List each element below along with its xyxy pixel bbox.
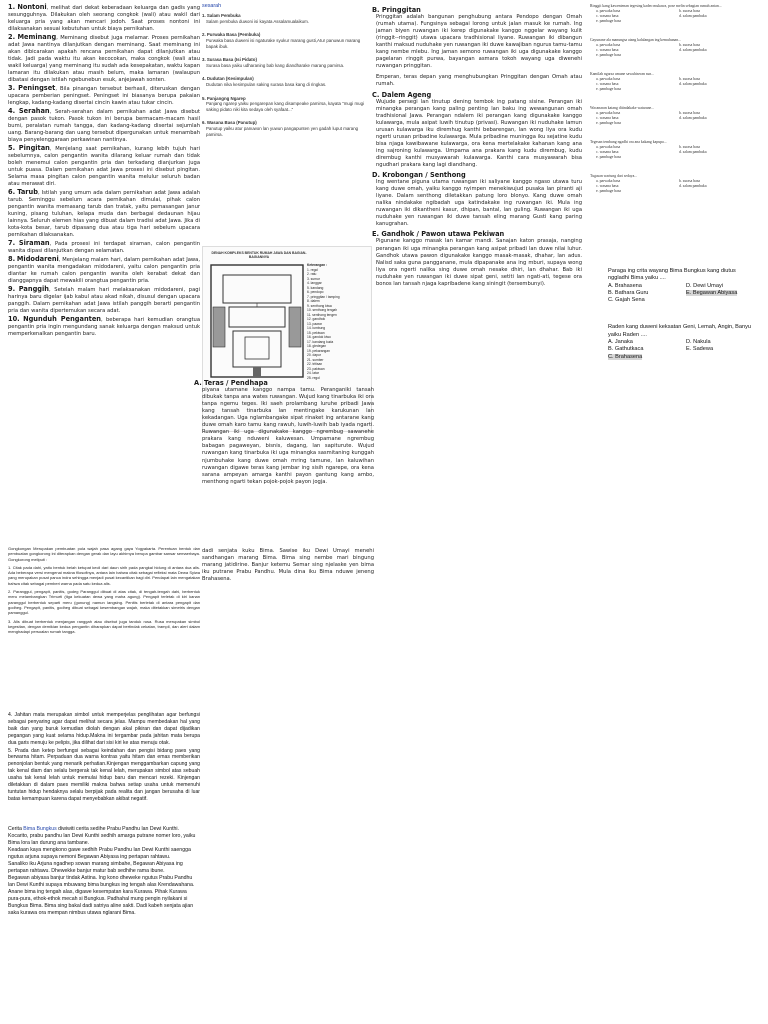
exam-option: e. pambage basa	[596, 121, 621, 125]
step-text: Pada prosesi ini terdapat siraman, calon pengantin wanita dipasi dilanjutkan dengan selamatan.	[8, 241, 200, 255]
wedding-step: 4. Serahan, Serah-serahan dalam pernikahan adat Jawa disebut dengan pasok tukon. Pasok tukon ini berupa bermacam-macam hasil bumi, peralatan rumah tangga, dan kadang-kadang disertai sejumlah uang. Barang-barang dan uang tersebut dipergunakan untuk menambah biaya penyelenggaraan perkawinan nantinya.	[8, 107, 200, 144]
story-paragraph: Anane bima ing tengah alas, digawe kesempatan kara Kurawa. Pihak Kurawa pura-pura, ethok-ethok mecah si Bungkus. Padhahal mung pengin nyilakani si Bungkus Bima. Bima sing bakal dadi satriya aline sakti. Dadi kabeh senjata ajian saka kurawa ora mempan nimbus utawa nglarani Bima.	[8, 889, 194, 916]
exam-option: c. wasana basa	[596, 48, 619, 52]
step-title: Peningset	[18, 84, 56, 93]
step-title: Panggih	[18, 285, 49, 294]
teras-text: piyana utamane kanggo nampa tamu. Peranganiki tansah dibukak tanpa ana wates ruwangan. Wujud kang tinarbuka iki ora tanpa ngemu teges. Iki saeh prolambang luruhe pribadi Jawa kang tansah tinarbuka lan mentingake karukunan lan kekadangan. Uga nglambangake sipat rinaket ing antarane kang duwe omah karo tamu kang rawuh, luwih-luwih bab iyada ngarti. Ruwangan iki uga digunakake kanggo ngrembug sawanehe prakara kang nduweni kaluwesan. Umpamane ngrembug babagan pagaweyan, bisnis, dagang, lan sapiturute. Wujud ruwangan kang tinarbuka iki uga minangka sasmitaning kunggah njumbuhake kang duwe omah mring tamune, lan kaluwihan ruwangan digawe teras kang jembar ing sisih ngarepe, ora kena sarana ampeyan amarga kanthi payon gantung kang ambo, menthong ngarti tekan pojok-pojok payon jogja.	[202, 387, 374, 485]
legend-item: 23. pakiwan	[307, 366, 325, 371]
house-part-section	[372, 6, 582, 89]
exam-question: Wacanaran katang ditindakake watarane... a. parwaka basa b. surasa basa c. wasana basa d. salam pambuka e. pambage basa	[590, 106, 762, 126]
exam-option: e. pambage basa	[596, 53, 621, 57]
bima-continuation-text: dadi senjata kuku Bima. Sawise iku Dewi Umayi menehi sandhangan marang Bima. Bima sing nembe mari bingung marang jatidirine. Banjur ketemu Semar sing njelaske yen bima iku putrane Prabu Pandhu. Mula dina iku Bima nduwe jeneng Brahasena.	[202, 548, 374, 582]
step-text: Setelah malam hari melaksanakan midodareni, pagi harinya baru digelar ijab kabul atau akad nikah, disusul dengan upacara panggih. Dalam pernikahan adat Jawa istilah panggih berarti pengantin pria dan wanita dipertemukan secara adat.	[8, 287, 200, 315]
legend-item: 3. sumur	[307, 276, 320, 281]
exam-option: b. surasa basa	[679, 43, 700, 47]
story-title-link[interactable]: Bima Bungkus	[23, 826, 57, 832]
step-title: Tarub	[17, 188, 38, 197]
house-part-title: D. Krobongan / Senthong	[372, 171, 466, 180]
paes-paragraph: 5. Prada dan ketep berfungsi sebagai keindahan dan pengisi bidang paes yang berwarna hitam. Perpaduan dua warna kontras yaitu hitam dan emas memberikan penonjolan bentuk yang menarik perhatian.Kinjengan menggambarkan capung yang tak kenal diam dan selalu bergerak tak kenal lelah, merupakan simbol atas sebuah usaha tak kenal lelah untuk memulai hidup baru dan mencari rezeki. Kinjengan diletakkan di dalam paes memiliki makna bahwa setiap usaha untuk memenuhi tuntutan hidup hendaknya selalu berpijak pada realita dan jangan berusaha di luar batas kemampuan karena dapat menyebabkan akibat negatif.	[8, 747, 200, 802]
exam-question: Gayunane ala manungsa atang kalalangan ing kemuhunan... a. parwaka basa b. surasa basa c. wasana basa d. salam pambuka e. pambage basa	[590, 38, 762, 58]
sesarah-item	[202, 120, 370, 137]
diagram-legend	[307, 263, 369, 380]
mcq-option[interactable]: C. Brahasena	[608, 353, 643, 360]
exam-option: d. salam pambuka	[679, 14, 707, 18]
wedding-step: 6. Tarub, Istilah yang umum ada dalam pernikahan adat Jawa adalah tarub. Seminggu sebelum acara pernikahan dimulai, pihak calon pengantin wanita memasang tarub dan tratak, yaitu pemasangan janur kuning, pisang tuluhan, kelapa muda dan berbagai dedaunan hijau lainnya. Seluruh elemen hias yang dibuat dalam tradisi adat Jawa. Jika di kota-kota besar, tarub dipasang dua atau tiga hari sebelum upacara pernikahan dilaksanakan.	[8, 188, 200, 239]
sesarah-item-text: Salam pembuka duwoni isi kayata Assalamualaikum.	[206, 18, 309, 24]
legend-item: 4. langgar	[307, 281, 322, 285]
legend-item: 16. gandok kiwo	[307, 335, 331, 339]
house-part-text: Pringgitan adalah bangunan penghubung antara Pendopo dengan Omah (rumah utama). Fungsinya sebagai lorong untuk jalan masuk ke rumah. Ing jaman biyen ruwangan iki kerep digunakake kanggo nggelar wayang kulit (ringgit--ringgit) utawa upacara tradhisional liyane. Ruwangan iki dibangun kanthi maksud nuduhake yen ruwangan iki duwe kawajiban ngurus tamu-tamu kang nembe mlebu. Ing jaman semono ruwangan iki uga digunakake kanggo pagelaran ringgit purwa, bayangan asmara tokoh wayang uga diwenehi ruwangan pringgitan.	[376, 14, 582, 70]
step-number: 1.	[8, 3, 16, 11]
mcq-option[interactable]: E. Sadewa	[686, 346, 714, 353]
sesarah-item	[202, 13, 370, 24]
floor-plan-drawing	[207, 263, 307, 383]
bima-continuation	[202, 548, 374, 598]
step-title: Serahan	[18, 107, 50, 116]
mcq-question	[608, 268, 758, 304]
sesarah-item-text: Purwaka basa duweni isi ngaturake syukur marang gusti,Atur panuwun marang bapak ibuk.	[206, 38, 361, 49]
wedding-step: 1. Nontoni, melihat dari dekat keberadaan keluarga dan gadis yang sesungguhnya. Dilakukan oleh seorang congkok (wali) atau wakil dari keluarga pria yang akan mencari jodoh. Saat proses nontoni ini dilaksanakan sesuai kebutuhan untuk biaya pernikahan.	[8, 3, 200, 33]
exam-option: a. parwaka basa	[596, 77, 621, 81]
legend-item: 8. dalem	[307, 299, 320, 303]
exam-paper-scan	[590, 4, 762, 268]
step-text: melihat dari dekat keberadaan keluarga dan gadis yang sesungguhnya. Dilakukan oleh seorang congkok (wali) atau wakil dari keluarga pria yang akan mencari jodoh. Saat proses nontoni ini dilaksanakan sesuai kebutuhan untuk biaya pernikahan.	[8, 5, 200, 33]
exam-option: c. wasana basa	[596, 184, 619, 188]
legend-item: 18. gledegan	[307, 344, 327, 348]
sesarah-header: sesarah	[202, 3, 222, 9]
sesarah-item-title: 5. Panjangng Ngarep	[202, 95, 246, 101]
bima-bungkus-story	[8, 826, 200, 917]
story-paragraph: Sanaliko iku Arjuna ngadhep sowan marang simbahe, Begawan Abiyasa ing pertapan rahtawu. Dhewekke banjur matur bab sedhihe rama ibune.	[8, 861, 183, 874]
exam-option: d. salam pambuka	[679, 48, 707, 52]
exam-option: e. pambage basa	[596, 87, 621, 91]
mcq-question-text: Raden kang duweni keksatan Geni, Lemah, Angin, Banyu yaiku Raden ....	[608, 324, 752, 338]
house-part-text: Pigunane kanggo masak lan kamar mandi. Sanajan katon prasaja, nanging perangan iki uga minangka perangan kang asipat pribadi lan duwe nilai luhur. Gandhok utawa pawon digunakake kanggo masak-masak, dhahar, lan adus. Nalisd saka guna pangganane, mula dipapanake ana ing mburi, supaya wong liya ora ngerti nalika sing duwe omah nesake dhiri, lan dhahar. Bab iki nuduhake yen ruwangan iki duwe sipat geni, setiti lan ngati-ati, tegese ora bonos lan tansah njaga kapribadene kang siningit (tersembunyi).	[376, 238, 582, 287]
step-title: Pingitan	[18, 144, 50, 153]
step-title: Nontoni	[17, 3, 47, 11]
mcq-option[interactable]: B. Gathutkaca	[608, 346, 644, 353]
exam-option: b. surasa basa	[679, 111, 700, 115]
sesarah-item-text: Dudutan nika kesimpulan saking surasa basa kang di ringkas.	[206, 82, 327, 88]
exam-option: d. salam pambuka	[679, 116, 707, 120]
step-number: 10.	[8, 315, 20, 324]
step-number: 9.	[8, 285, 16, 294]
legend-item: 15. pekiwan	[307, 330, 325, 335]
wedding-step: 9. Panggih, Setelah malam hari melaksanakan midodareni, pagi harinya baru digelar ijab kabul atau akad nikah, disusul dengan upacara panggih. Dalam pernikahan adat Jawa istilah panggih berarti pengantin pria dan wanita dipertemukan secara adat.	[8, 285, 200, 315]
legend-item: 1. regol	[307, 267, 318, 272]
legend-item: 7. pringgitan / tamping	[307, 294, 340, 299]
multiple-choice-questions	[608, 268, 758, 381]
sesarah-item-title: 4. Dudutan (Kesimpulan)	[202, 76, 254, 82]
mcq-question	[608, 324, 758, 360]
step-text: Bila pinangan tersebut berhasil, diteruskan dengan upacara pemberian peningset. Peningset ini biasanya berupa pakaian lengkap, kadang-kadang disertai cincin kawin atau tukar cincin.	[8, 86, 200, 107]
exam-option: a. parwaka basa	[596, 111, 621, 115]
house-part-text: Ing wentane piguna utama ruwangan iki saliyane kanggo ngaso utawa turu kang duwe omah, yaiku kanggo nyimpen menekiwujud pusaka lan piranti aji liyane. Dalam senthong diletakkan patung loro blonyo. Kang duwe omah nalika nindakake ngibadah uga katindakake ing ruwangan iki. Mula ing ruwangan iki dikantheni kasur, dhipan, bantal, lan guling. Ruwangan iki uga nuduhake yen ruwangan iki duwe tansah eling marang Gusti kang paring kanugrahan.	[376, 179, 582, 228]
step-number: 6.	[8, 188, 16, 197]
house-part-section	[372, 90, 582, 170]
mcq-option[interactable]: B. Bathara Guru	[608, 289, 649, 296]
mcq-option[interactable]: E. Begawan Abiyasa	[686, 289, 738, 296]
legend-item: 6. pendopo	[307, 290, 324, 294]
sesarah-item-title: 6. Wasana Basa (Panutup)	[202, 120, 257, 126]
step-text: Menjelang saat pernikahan, kurang lebih tujuh hari sebelumnya, calon pengantin wanita dilarang keluar rumah dan tidak boleh menemui calon pengantin pria dan terkadang dianjurkan juga untuk puasa. Dalam pernikahan adat Jawa prosesi ini disebut pingitan. Selama masa pingitan calon pengantin wanita melulur seluruh badan atau merawat diri.	[8, 146, 200, 188]
legend-item: 22. tritisan	[307, 362, 323, 366]
step-text: beberapa hari kemudian orangtua pengantin pria ingin mengundang sanak keluarga dengan maksud untuk memperkenalkan pengantin baru.	[8, 317, 201, 338]
legend-item: 25. regol	[307, 375, 320, 380]
exam-option: a. parwaka basa	[596, 9, 621, 13]
mcq-option[interactable]: A. Janaka	[608, 339, 633, 346]
mcq-question-text: Paraga ing crita wayang Bima Bungkus kang diutus nggladhi Bima yaiku ....	[608, 268, 736, 282]
exam-option: e. pambage basa	[596, 189, 621, 193]
exam-question: Tugasan wariung dari sedaya... a. parwaka basa b. surasa basa c. wasana basa d. salam pambuka e. pambage basa	[590, 174, 762, 194]
mcq-option[interactable]: D. Nakula	[686, 339, 711, 346]
house-part-title: E. Gandhok / Pawon utawa Pekiwan	[372, 230, 505, 239]
exam-option: b. surasa basa	[679, 9, 700, 13]
legend-item: 13. pawon	[307, 321, 323, 326]
wedding-step: 10. Ngunduh Penganten, beberapa hari kemudian orangtua pengantin pria ingin mengundang sanak keluarga dengan maksud untuk memperkenalkan pengantin baru.	[8, 315, 201, 338]
exam-option: a. parwaka basa	[596, 179, 621, 183]
mcq-option[interactable]: D. Dewi Umayi	[686, 282, 723, 289]
story-paragraph: Begawan abiyasa banjur tindak Astina. Ing kono dheweke ngutus Prabu Pandhu lan Dewi Kunthi supaya mbuwang bima bungkus ing tengah alas Krendawahana.	[8, 875, 195, 888]
exam-option: e. pambage basa	[596, 19, 621, 23]
sesarah-item	[202, 32, 370, 49]
step-text: Istilah yang umum ada dalam pernikahan adat Jawa adalah tarub. Seminggu sebelum acara pernikahan dimulai, pihak calon pengantin wanita memasang tarub dan tratak, yaitu pemasangan janur kuning, pisang tuluhan, kelapa muda dan berbagai dedaunan hijau lainnya. Seluruh elemen hias yang dibuat dalam tradisi adat Jawa. Jika di kota-kota besar, tarub dipasang dua atau tiga hari sebelum upacara pernikahan dilaksanakan.	[8, 190, 200, 239]
legend-item: 17. kandang kuda	[307, 339, 334, 344]
house-parts-notes	[372, 4, 582, 424]
step-number: 5.	[8, 144, 16, 153]
wedding-step: 7. Siraman, Pada prosesi ini terdapat siraman, calon pengantin wanita dipasi dilanjutkan dengan selamatan.	[8, 239, 200, 255]
paes-explanation	[8, 712, 200, 804]
sesarah-item	[202, 96, 370, 113]
wedding-step: 8. Midodareni, Menjelang malam hari, dalam pernikahan adat Jawa, pengantin wanita mengadakan midodareni, yaitu calon pengantin pria diantar ke rumah calon pengantin wanita oleh kerabat dekat dan dianggapnya dapat mewakili orangtua pengantin pria.	[8, 255, 200, 285]
exam-option: b. surasa basa	[679, 145, 700, 149]
legend-item: 14. lumbung	[307, 326, 326, 330]
exam-option: a. parwaka basa	[596, 145, 621, 149]
gongkongan-paragraph: 3. Alis dibuat berbentuk menjangan ranggah atau disebut juga tanduk rusa. Rusa merupakan simbol kegesitan, dengan demikian kedua pengantin diharapkan dapat bertindak cekatan, trampil, dan alert dalam menghadapi persoalan rumah tangga.	[8, 618, 200, 635]
sesarah-item	[202, 57, 370, 68]
step-text: Serah-serahan dalam pernikahan adat Jawa disebut dengan pasok tukon. Pasok tukon ini berupa bermacam-macam hasil bumi, peralatan rumah tangga, dan kadang-kadang disertai sejumlah uang. Barang-barang dan uang tersebut dipergunakan untuk menambah biaya penyelenggaraan perkawinan nantinya.	[8, 109, 200, 144]
house-part-title: B. Pringgitan	[372, 6, 421, 14]
house-part-section	[372, 230, 582, 287]
legend-item: 2. ratu	[307, 272, 317, 276]
sesarah-item	[202, 76, 370, 87]
legend-item: 20. dapur	[307, 353, 321, 357]
sesarah-notes	[202, 4, 370, 244]
sesarah-item-text: Surasa basa yaiku udharaning bab kang diandharake marang pamirsa.	[206, 62, 345, 68]
mcq-option[interactable]: C. Gajah Sena	[608, 297, 645, 304]
legend-title: Keterangan :	[307, 263, 328, 267]
exam-question: Kamilah ngarsa umune sawuhiseran sun... a. parwaka basa b. surasa basa c. wasana basa d. salam pambuka e. pambage basa	[590, 72, 762, 92]
sesarah-item-title: 3. Surasa Basa (Isi Pidato)	[202, 57, 257, 63]
exam-question: Ringgit kang kawentenan tegesing kadeo mukawa, pose melin sebagian rumah antan... a. parwaka basa b. surasa basa c. wasana basa d. salam pambuka e. pambage basa	[590, 4, 762, 24]
wedding-step: 2. Meminang, Meminang disebut juga melamar. Proses pernikahan adat Jawa nantinya dilanjutkan dengan meminang. Saat meminang ini akan dibicarakan apakah rencana pernikahan dapat dilanjutkan atau tidak. Jadi pada waktu itu akan kecocokan, maka congkok (wali atau wakil keluarga) yang meminang itu sudah ada kesepakatan, waktu kapan lamaran itu dilakukan atau masih belum, maka lamaran (walaupun dibatasi dengan istilah ngebunebun esuk, anjejawah sonten.	[8, 32, 200, 84]
sesarah-item-text: Panutup yaiku atur panuwon lan yuwun pangapunten yen gadah luput marang pamirsa.	[206, 126, 359, 137]
exam-option: c. wasana basa	[596, 14, 619, 18]
legend-item: 21. sumber	[307, 357, 324, 362]
legend-item: 12. gandhok	[307, 317, 326, 321]
sesarah-item-text: Panjang ngarep yaiku pengarepan kang disampeake pamirsa, kayata "mugi mugi saking pidato niki kita sedaya oleh syafaat..."	[206, 101, 365, 112]
paes-paragraph: 4. Jahitan mata merupakan simbol untuk memperjelas penglihatan agar berfungsi sebagai penyaring agar dapat melihat secara jelas. Mampu membedakan hal yang baik dan yang buruk kemudian diolah dengan akal pikiran dan dapat dijadikan pegangan yang kuat selama hidup.Makna ini tergambar pada jahitan mata berupa dua garis menuju ke pelipis, jika dilihat dari sisi kiri ke atas menuju otak.	[8, 712, 200, 746]
exam-option: b. surasa basa	[679, 179, 700, 183]
gongkongan-notes	[8, 546, 200, 716]
sesarah-item-title: 1. Salam Pembuka	[202, 13, 241, 19]
gongkongan-paragraph: Gongkongan Merupakan pembuatan pola wajah pasa agang gaya Yogyakarta. Perentuan bentuk dan pembuatan gongkorong ini diterapkan dengan gerak dan layu akhirnya berupa gambar sansar semaerbaya. Gongkorong meliputi :	[8, 546, 200, 562]
exam-option: a. parwaka basa	[596, 43, 621, 47]
sesarah-item-title: 2. Purwaka Basa (Pembuka)	[202, 32, 261, 38]
step-number: 2.	[8, 32, 16, 41]
step-number: 3.	[8, 84, 16, 93]
wedding-step: 5. Pingitan, Menjelang saat pernikahan, kurang lebih tujuh hari sebelumnya, calon pengantin wanita dilarang keluar rumah dan tidak boleh menemui calon pengantin pria dan terkadang dianjurkan juga untuk puasa. Dalam pernikahan adat Jawa prosesi ini disebut pingitan. Selama masa pingitan calon pengantin wanita melulur seluruh badan atau merawat diri.	[8, 144, 200, 188]
story-paragraph: Keadaan kaya mengkono gawe sedhih Prabu Pandhu lan Dewi Kunthi saengga ngutus arjuna supaya nemoni Begawan Abiyasa ing pertapan rahtawu.	[8, 847, 191, 860]
exam-option: e. pambage basa	[596, 155, 621, 159]
teras-header: A. Teras / Pendhapa	[194, 379, 268, 387]
step-number: 8.	[8, 255, 16, 264]
legend-item: 11. senthong tengen	[307, 312, 337, 317]
house-part-text: Wujude persegi lan tinutup dening tembok ing patang sisine. Perangan iki minangka perangan kang paling penting lan baku ing wewangunan omah tradhisional Jawa. Perangan ndalem iki perangan kang digunakake kanggo kulawarga, mula asipat luwih tinutup (privasi). Ruwangan iki nuduhake lamun urusan kulawarga iku diremhug kanthi bebarengan, lan wong liya ora kudu ngerti urusan pribadine kulawarga. Mula pribadine muningga iku sejatine kudu bisa njaga kawibawane kulawarga, ora kena mertelakake kahanan kang ana ing sajroning kulawarga. Umpama ana prakara kang kudu dirembug, kudu dirembug kanthi musyawarah kulawarga. Kanthi cara musyawarah bisa ngudhari prakara kang lagi diandhang.	[376, 98, 582, 168]
exam-option: d. salam pambuka	[679, 150, 707, 154]
mcq-option[interactable]: A. Brahasena	[608, 282, 642, 289]
step-text: Menjelang malam hari, dalam pernikahan adat Jawa, pengantin wanita mengadakan midodareni, yaitu calon pengantin pria diantar ke rumah calon pengantin wanita oleh kerabat dekat dan dianggapnya dapat mewakili orangtua pengantin pria.	[8, 257, 200, 285]
wedding-step: 3. Peningset, Bila pinangan tersebut berhasil, diteruskan dengan upacara pemberian peningset. Peningset ini biasanya berupa pakaian lengkap, kadang-kadang disertai cincin kawin atau tukar cincin.	[8, 84, 200, 107]
legend-item: 24. latar	[307, 371, 319, 375]
exam-question: Tegesan tembung ngadhi ora ana kakang kapupa... a. parwaka basa b. surasa basa c. wasana basa d. salam pambuka e. pambage basa	[590, 140, 762, 160]
story-intro: Cerita Bima Bungkus diwiwiti cerita sedihe Prabu Pandhu lan Dewi Kunthi. Kocarito, prabu pandhu lan Dewi Kunthi sedhih amarga putrane nomer loro, yaiku Bima lora lan durung ana tambane.	[8, 826, 196, 846]
exam-option: d. salam pambuka	[679, 184, 707, 188]
legend-item: 9. senthong kiwa	[307, 303, 332, 308]
house-part-title: C. Dalem Ageng	[372, 90, 432, 99]
legend-item: 10. senthong tengah	[307, 308, 338, 312]
wedding-steps-notes	[8, 4, 200, 524]
step-title: Midodareni	[16, 255, 59, 264]
exam-option: c. wasana basa	[596, 116, 619, 120]
exam-option: c. wasana basa	[596, 150, 619, 154]
step-title: Ngunduh Penganten	[23, 315, 101, 324]
exam-option: b. surasa basa	[679, 77, 700, 81]
step-text: Meminang disebut juga melamar. Proses pernikahan adat Jawa nantinya dilanjutkan dengan meminang. Saat meminang ini akan dibicarakan apakah rencana pernikahan dapat dilanjutkan atau tidak. Jadi pada waktu itu akan kecocokan, maka congkok (wali atau wakil keluarga) yang meminang itu sudah ada kesepakatan, waktu kapan lamaran itu dilakukan atau masih belum, maka lamaran (walaupun dibatasi dengan istilah ngebunebun esuk, anjejawah sonten.	[8, 34, 200, 84]
exam-option: d. salam pambuka	[679, 82, 707, 86]
legend-item: 19. pekarangan	[307, 348, 330, 353]
step-title: Siraman	[18, 239, 50, 248]
step-number: 7.	[8, 239, 16, 248]
diagram-title: DENAH KOMPLEKS BENTUK RUMAH JAWA DAN BAGIAN-BAGIANNYA	[211, 251, 307, 260]
gongkongan-paragraph: 1. Citak pada dahi, yaitu bentuk belah ketupat kecil dari daun sirih pada pangkal hidung di antara dua alis. Ada beberapa versi mengenai makna filosofinya, antara lain bahwa citak sebagai refleksi mata Dewa Syiwa yang merupakan pusat panca indra sehingga menjadi pusat kecantikan bagi diri. Pendapat lain mengatakan bahwa citak sebagai pemberi warna pada satu kedua alis.	[8, 564, 200, 586]
exam-option: c. wasana basa	[596, 82, 619, 86]
gongkongan-paragraph: 2. Paranggul, pengapit, panitis, godeg Paranggul dibuat di atas citak, di tengah-tengah dahi, berbentuk meru melambangkan Trimurti (tiga kekuatan dewa yang maha agung). Pengapit terletak di kiri kanan paranggul berbentuk separti meru (gunung) namun langsing. Penitis berletak di antara pengapit dan godheg. Pengapit, panitis, godheg dibuat sebagai kesembangan wajah, maka ditetakkan simetris dengan pamanggul.	[8, 589, 200, 616]
house-part-section	[372, 171, 582, 228]
step-number: 4.	[8, 107, 16, 116]
legend-item: 5. kandang	[307, 285, 324, 290]
step-title: Meminang	[17, 32, 57, 41]
house-part-text-2: Emperan, teras depan yang menghubungkan Pringgitan dengan Omah atau rumah.	[376, 74, 582, 88]
teras-pendhapa-notes	[194, 379, 374, 520]
